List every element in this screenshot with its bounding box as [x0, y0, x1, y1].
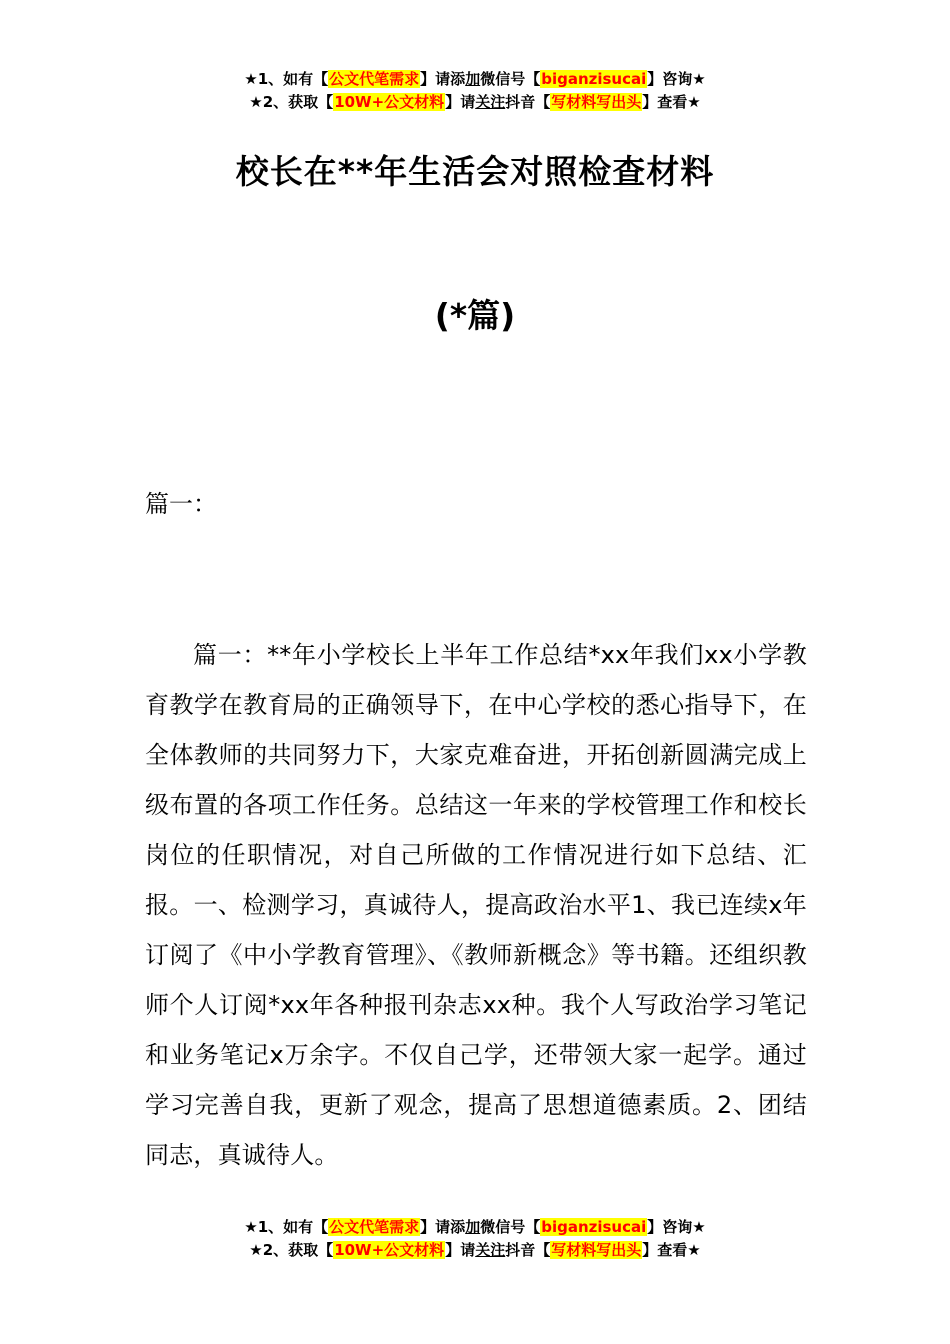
section-label: 篇一： [145, 490, 217, 518]
banner-text: 】请 [445, 93, 476, 111]
banner-text: 抖音【 [505, 93, 551, 111]
banner-text: ★1、如有【 [244, 1218, 329, 1236]
highlighted-service: 公文代笔需求 [329, 70, 420, 88]
highlighted-wechat-id: biganzisucai [541, 70, 647, 88]
highlighted-service: 公文代笔需求 [329, 1218, 420, 1236]
banner-text: 】请 [445, 1241, 476, 1259]
banner-text: 】请添 [420, 1218, 466, 1236]
highlighted-materials: 10W+公文材料 [334, 1241, 445, 1259]
banner-line-2 [0, 91, 950, 114]
highlighted-account: 写材料写出头 [551, 93, 642, 111]
banner-text: 微信号【 [480, 70, 541, 88]
banner-text: 微信号【 [480, 1218, 541, 1236]
underlined-word: 加 [465, 70, 481, 88]
banner-text: 】咨询★ [647, 1218, 706, 1236]
banner-text: 】咨询★ [647, 70, 706, 88]
highlighted-wechat-id: biganzisucai [541, 1218, 647, 1236]
banner-text: ★1、如有【 [244, 70, 329, 88]
banner-text: 抖音【 [505, 1241, 551, 1259]
banner-text: ★2、获取【 [249, 1241, 334, 1259]
body-paragraph: 篇一：**年小学校长上半年工作总结*xx年我们xx小学教育教学在教育局的正确领导下，在中心学校的悉心指导下，在全体教师的共同努力下，大家克难奋进，开拓创新圆满完成上级布置的各项工作任务。总结这一年来的学校管理工作和校长岗位的任职情况，对自己所做的工作情况进行如下总结、汇报。一、检测学习，真诚待人，提高政治水平1、我已连续x年订阅了《中小学教育管理》、《教师新概念》等书籍。还组织教师个人订阅*xx年各种报刊杂志xx种。我个人写政治学习笔记和业务笔记x万余字。不仅自己学，还带领大家一起学。通过学习完善自我，更新了观念，提高了思想道德素质。2、团结同志，真诚待人。 [145, 641, 807, 1169]
banner-line-1 [0, 68, 950, 91]
header-banner [0, 68, 950, 114]
underlined-word: 关注 [475, 93, 506, 111]
document-subtitle: (*篇) [434, 296, 516, 335]
footer-banner [0, 1216, 950, 1262]
banner-text: 】请添 [420, 70, 466, 88]
highlighted-account: 写材料写出头 [551, 1241, 642, 1259]
underlined-word: 加 [465, 1218, 481, 1236]
banner-line-1 [0, 1216, 950, 1239]
highlighted-materials: 10W+公文材料 [334, 93, 445, 111]
banner-text: ★2、获取【 [249, 93, 334, 111]
banner-text: 】查看★ [642, 1241, 701, 1259]
banner-text: 】查看★ [642, 93, 701, 111]
underlined-word: 关注 [475, 1241, 506, 1259]
banner-line-2 [0, 1239, 950, 1262]
document-title: 校长在**年生活会对照检查材料 [235, 152, 715, 191]
